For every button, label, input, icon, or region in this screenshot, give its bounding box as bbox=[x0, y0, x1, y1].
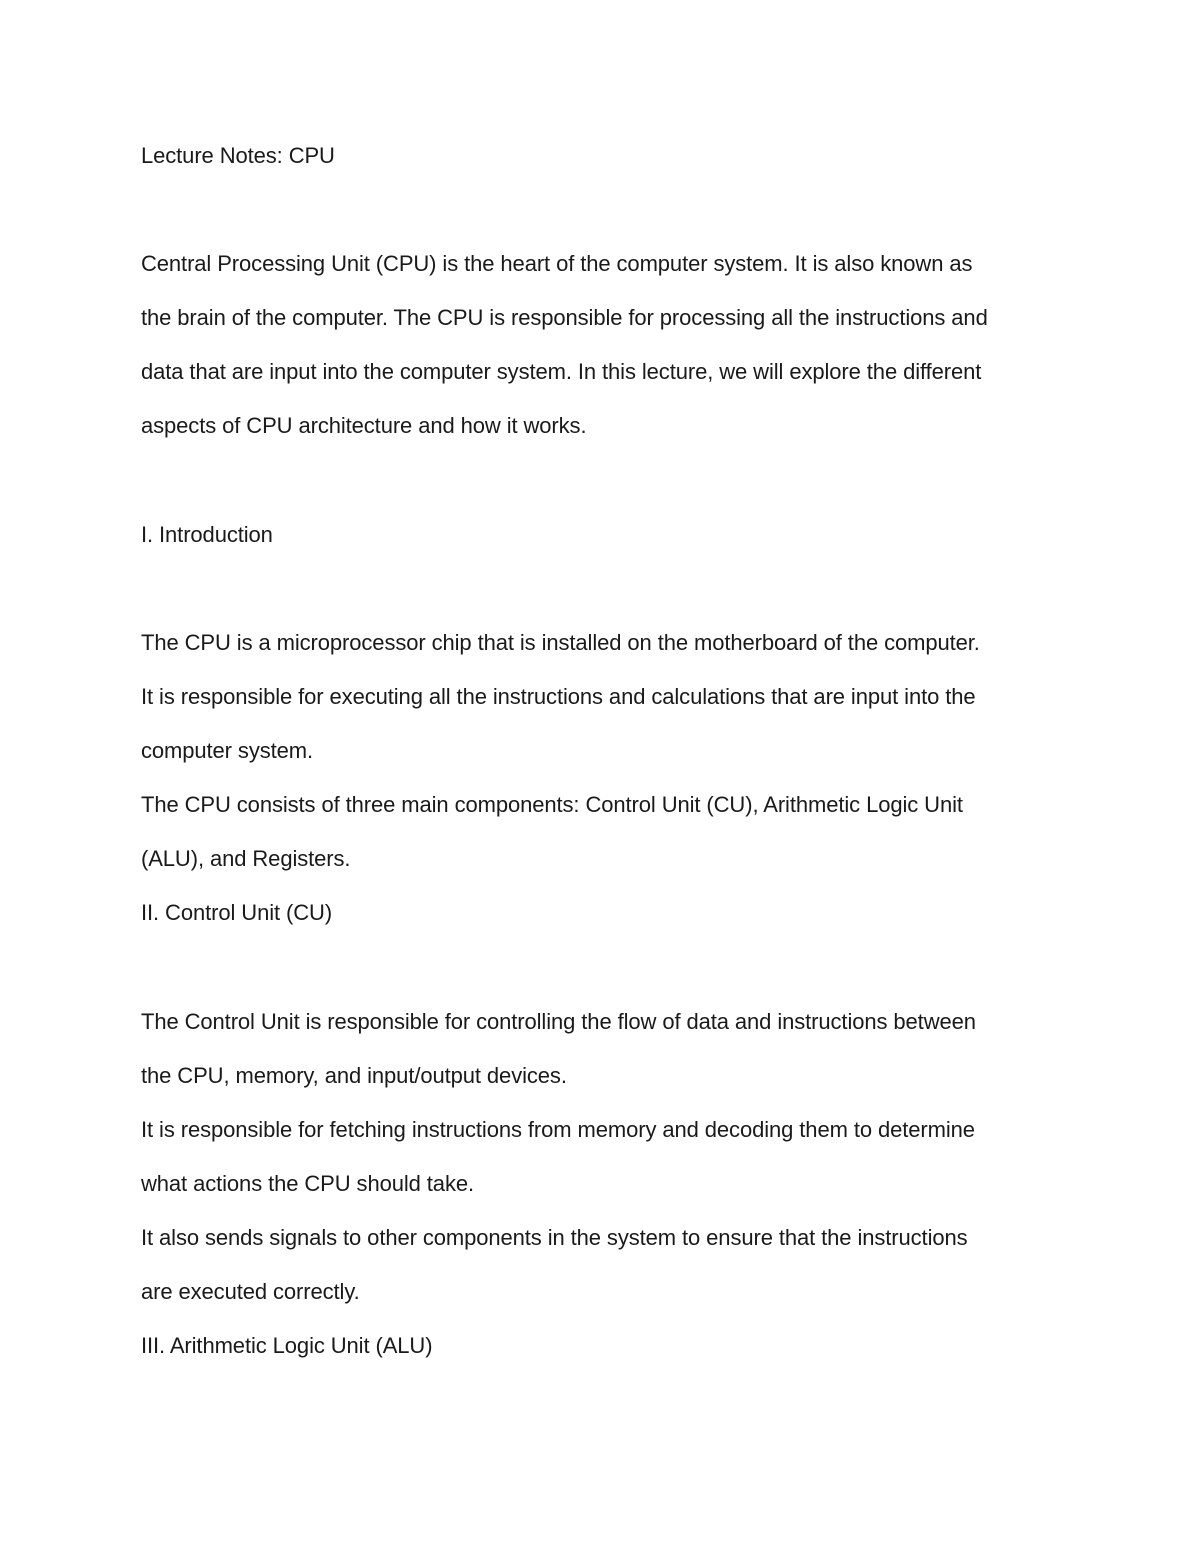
introduction-line: computer system. bbox=[141, 738, 314, 763]
control-unit-line: It is responsible for fetching instructions from memory and decoding them to determine bbox=[141, 1117, 975, 1142]
intro-line: aspects of CPU architecture and how it works. bbox=[141, 413, 587, 438]
introduction-line: The CPU is a microprocessor chip that is installed on the motherboard of the computer. bbox=[141, 630, 980, 655]
document-title: Lecture Notes: CPU bbox=[141, 143, 335, 168]
control-unit-line: The Control Unit is responsible for controlling the flow of data and instructions between bbox=[141, 1009, 976, 1034]
section-heading-introduction: I. Introduction bbox=[141, 522, 273, 547]
intro-line: data that are input into the computer system. In this lecture, we will explore the different bbox=[141, 359, 982, 384]
intro-line: the brain of the computer. The CPU is responsible for processing all the instructions and bbox=[141, 305, 988, 330]
control-unit-line: are executed correctly. bbox=[141, 1279, 360, 1304]
components-line: (ALU), and Registers. bbox=[141, 846, 351, 871]
control-unit-line: what actions the CPU should take. bbox=[141, 1171, 474, 1196]
intro-line: Central Processing Unit (CPU) is the heart of the computer system. It is also known as bbox=[141, 251, 973, 276]
section-heading-control-unit: II. Control Unit (CU) bbox=[141, 900, 333, 925]
components-line: The CPU consists of three main components: Control Unit (CU), Arithmetic Logic Unit bbox=[141, 792, 963, 817]
control-unit-line: It also sends signals to other components in the system to ensure that the instructions bbox=[141, 1225, 968, 1250]
control-unit-line: the CPU, memory, and input/output devices. bbox=[141, 1063, 567, 1088]
section-heading-alu: III. Arithmetic Logic Unit (ALU) bbox=[141, 1333, 433, 1358]
introduction-line: It is responsible for executing all the instructions and calculations that are input into the bbox=[141, 684, 976, 709]
